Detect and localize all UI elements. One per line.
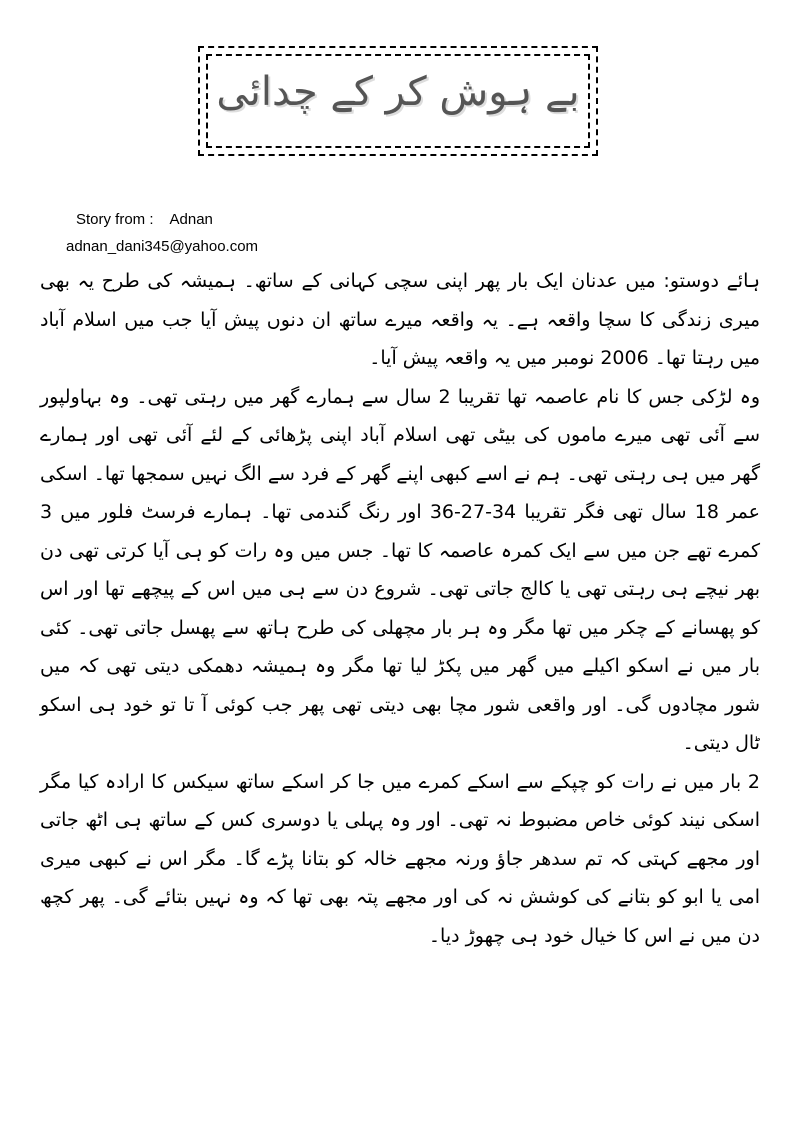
byline-story-from xyxy=(76,211,213,228)
author-name: Adnan xyxy=(169,211,213,228)
paragraph-night-attempts: 2 بار میں نے رات کو چپکے سے اسکے کمرے میں جا کر اسکے ساتھ سیکس کا ارادہ کیا مگر اسکی نیند کوئی خاص مضبوط نہ تھی۔ اور وہ پہلی یا دوسری کس کے ساتھ ہی اٹھ جاتی اور مجھے کہتی کہ تم سدھر جاؤ ورنہ مجھے خالہ کو بتانا پڑے گا۔ مگر اس نے کبھی میری امی یا ابو کو بتانے کی کوشش نہ کی اور مجھے پتہ بھی تھا کہ وہ نہیں بتائے گی۔ پھر کچھ دن میں نے اس کا خیال خود ہی چھوڑ دیا۔ xyxy=(40,770,760,947)
byline-email: adnan_dani345@yahoo.com xyxy=(66,238,259,255)
story-from-label: Story from : xyxy=(76,211,154,228)
paragraph-asma: وہ لڑکی جس کا نام عاصمہ تھا تقریبا 2 سال سے ہمارے گھر میں رہتی تھی۔ وہ بہاولپور سے آئی تھی میرے ماموں کی بیٹی تھی اسلام آباد اپنی پڑھائی کے لئے آئی تھی اور ہمارے گھر میں ہی رہتی تھی۔ ہم نے اسے کبھی اپنے گھر کے فرد سے الگ نہیں سمجھا تھا۔ اسکی عمر 18 سال تھی فگر تقریبا 34-27-36 اور رنگ گندمی تھا۔ ہمارے فرسٹ فلور میں 3 کمرے تھے جن میں سے ایک کمرہ عاصمہ کا تھا۔ جس میں وہ رات کو ہی آیا کرتی تھی دن بھر نیچے ہی رہتی تھی یا کالج جاتی تھی۔ شروع دن سے ہی میں اس کے پیچھے تھا اور اس کو پھسانے کے چکر میں تھا مگر وہ ہر بار مچھلی کی طرح ہاتھ سے پھسل جاتی تھی۔ کئی بار میں نے اسکو اکیلے میں گھر میں پکڑ لیا تھا مگر وہ ہمیشہ دھمکی دیتی تھی کہ میں شور مچادوں گی۔ اور واقعی شور مچا بھی دیتی تھی پھر جب کوئی آ تا تو خود ہی اسکو ٹال دیتی۔ xyxy=(40,385,761,754)
story-title: بے ہوش کر کے چدائی xyxy=(216,69,580,115)
story-body xyxy=(40,262,760,955)
title-frame xyxy=(198,46,598,156)
paragraph-intro: ہائے دوستو: میں عدنان ایک بار پھر اپنی سچی کہانی کے ساتھ۔ ہمیشہ کی طرح یہ بھی میری زندگی کا سچا واقعہ ہے۔ یہ واقعہ میرے ساتھ ان دنوں پیش آیا جب میں اسلام آباد میں رہتا تھا۔ 2006 نومبر میں یہ واقعہ پیش آیا۔ xyxy=(40,270,760,369)
